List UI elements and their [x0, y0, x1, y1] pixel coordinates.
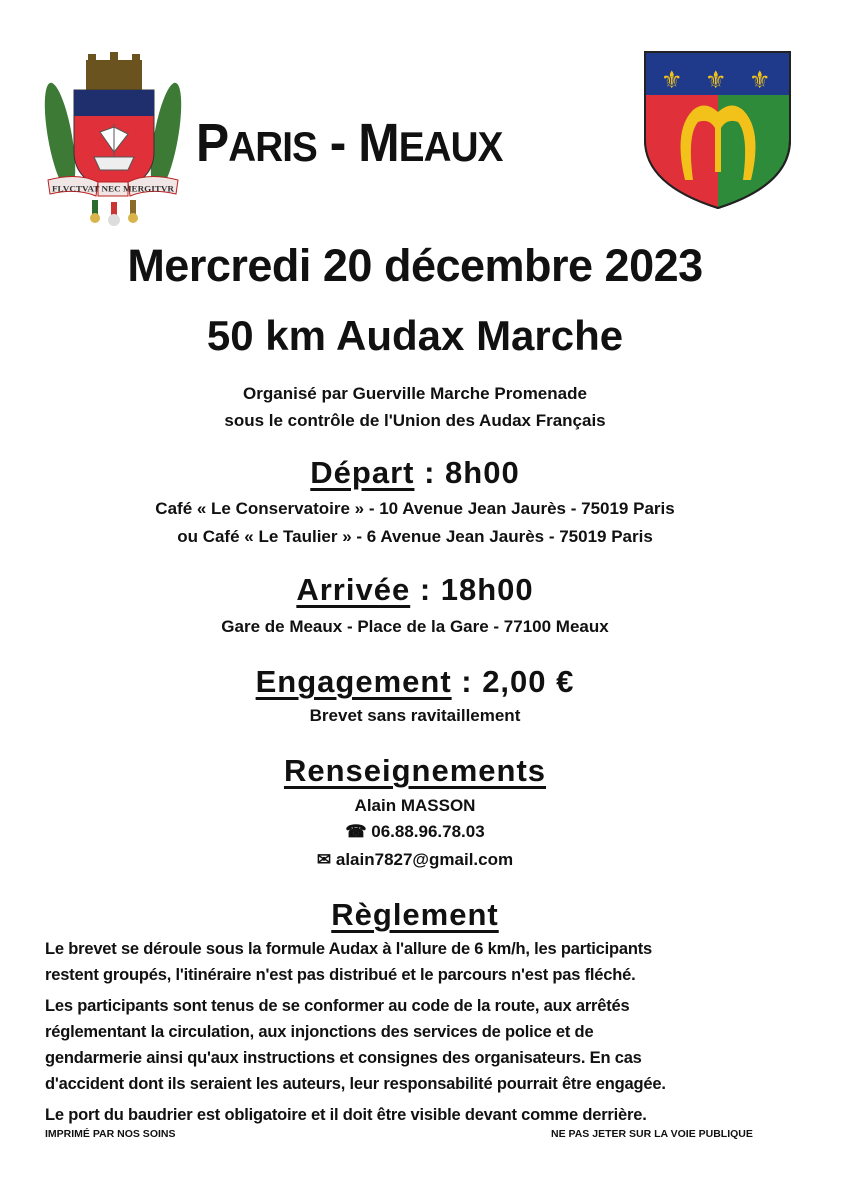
mail-icon: ✉ — [316, 850, 332, 869]
paris-coat-of-arms-logo — [38, 52, 188, 227]
contact-phone: ☎ 06.88.96.78.03 — [345, 822, 485, 841]
page-title: PARIS - MEAUX — [196, 113, 503, 173]
arrivee-heading: Arrivée : 18h00 — [296, 572, 534, 607]
depart-address: Café « Le Conservatoire » - 10 Avenue Jean Jaurès - 75019 Paris — [155, 499, 675, 518]
arrivee-address: Gare de Meaux - Place de la Gare - 77100 Meaux — [221, 617, 609, 636]
engagement-note: Brevet sans ravitaillement — [309, 706, 521, 725]
organizer-line: sous le contrôle de l'Union des Audax Français — [224, 411, 606, 430]
footer-right: NE PAS JETER SUR LA VOIE PUBLIQUE — [551, 1128, 753, 1140]
depart-heading: Départ : 8h00 — [310, 455, 520, 490]
engagement-heading: Engagement : 2,00 € — [255, 664, 575, 699]
contact-name: Alain MASSON — [354, 796, 476, 815]
reglement-text: Le brevet se déroule sous la formule Audax à l'allure de 6 km/h, les participants restent groupés, l'itinéraire n'est pas distribué et le parcours n'est pas fléché. Les participants sont tenus de se conformer au code de la route, aux arrêtés réglementant la circulation, aux injonctions des services de police et de gendarmerie ainsi qu'aux instructions et consignes des organisateurs. En cas d'accident dont ils seraient les auteurs, leur responsabilité pourrait être engagée. Le port du baudrier est obligatoire et il doit être visible devant comme derrière. — [45, 940, 666, 1124]
organizer-line: Organisé par Guerville Marche Promenade — [243, 384, 587, 403]
depart-address: ou Café « Le Taulier » - 6 Avenue Jean Jaurès - 75019 Paris — [177, 527, 653, 546]
phone-icon: ☎ — [345, 822, 367, 841]
footer-left: IMPRIMÉ PAR NOS SOINS — [45, 1128, 176, 1140]
contact-email: ✉ alain7827@gmail.com — [316, 850, 514, 869]
svg-text:⚜: ⚜ — [749, 66, 771, 94]
paris-crest-motto: FLVCTVAT NEC MERGITVR — [52, 184, 175, 194]
renseignements-heading: Renseignements — [283, 753, 547, 788]
event-name: 50 km Audax Marche — [206, 312, 624, 359]
event-date: Mercredi 20 décembre 2023 — [127, 240, 703, 291]
reglement-heading: Règlement — [331, 897, 499, 932]
meaux-coat-of-arms-logo — [643, 50, 793, 210]
svg-text:⚜: ⚜ — [661, 66, 683, 94]
svg-text:⚜: ⚜ — [705, 66, 727, 94]
